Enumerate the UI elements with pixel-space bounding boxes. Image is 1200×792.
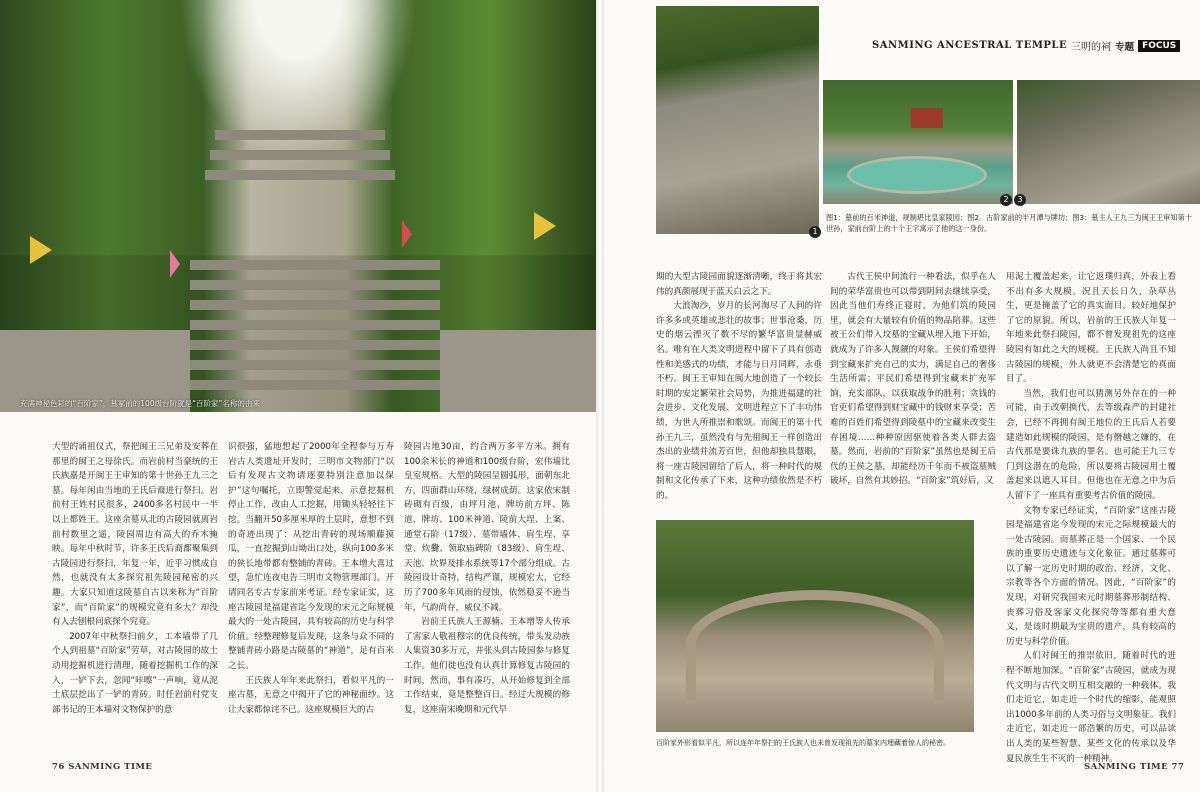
text-column-2: [228, 440, 394, 758]
paragraph: 王氏族人年年来此祭扫，看似平凡的一座古墓，无意之中揭开了它的神秘面纱。这让大家都惊诧不已。这座规模巨大的古: [228, 675, 394, 715]
tomb-photo: [656, 520, 974, 732]
left-page: [0, 0, 596, 792]
red-flag: [402, 220, 412, 248]
tomb-mound: [686, 590, 944, 700]
stair-lower: [190, 360, 440, 370]
right-page: [604, 0, 1200, 792]
stair-upper: [210, 150, 390, 160]
paragraph: 识很强，猛地想起了2000年全程参与万寿岩古人类遗址开发时，三明市文物部门“以后有发现古文物请逐要特别注意加以保护”这句嘱托，立即警觉起来，示意挖掘机停止工作，改由人工挖掘，用锄头轻轻往下挖。当翻开50多厘米厚的土层时，意想不到的奇迹出现了：从挖出青砖的现场顺藤摸瓜，一直挖掘到山坳出口处，纵向100多米的狭长地带都有整铺的青砖。王本增大喜过望，急忙连夜电告三明市文物管理部门。开请同名专古专家前来考证。经专家证实，这座古陵园是福建省迄今发现的宋元之际规模最大的一处古陵园，具有较高的历史与科学价值。经整理修复后发现，这条与众不同的整铺青砖小路是古陵墓的“神道”，足有百米之长。: [228, 442, 394, 671]
paragraph: 当然，我们也可以猜测另外存在的一种可能，由于改朝换代，去等级森严的封建社会，已经不再拥有闽王地位的王氏后人若要建造如此规模的陵园，是有僭越之嫌的，在古代那是要诛九族的罪名。也可能王九三专门到这潜在的危险，所以要将古陵园用土覆盖起来以遮人耳目。但他也在无意之中为后人留下了一座具有重要考古价值的陵园。: [1006, 388, 1176, 501]
paragraph: 大浪淘沙，岁月的长河淘尽了人间的许许多多或英雄或悲壮的故事；世事沧桑，历史的烟云湮灭了数不尽的繁华富贵显赫威名。唯有在人类文明进程中留下了具有创造性和美感式的功绩，才能与日月同辉，永垂不朽。闽王王审知在闽大地创造了一个较长时期的安定繁荣社会局势，为推进福建的社会进步、文化发展、文明进程立下了丰功伟绩，为世人所推崇和歌颂。而闽王的第十代孙王九三，虽然没有与先祖闽王一样创造出杰出的业绩并流芳百世，但他却独具慧眼，将一座古陵园留给了后人，将一种时代的规制和文化传承了下来，这种功绩依然是不朽的。: [656, 301, 822, 501]
paragraph: 文物专家已经证实，“百阶家”这座古陵园是福建省迄今发现的宋元之际规模最大的一处古陵园。而墓葬正是一个国家、一个民族的重要历史遗迹与文化象征。通过墓葬可以了解一定历史时期的政治、经济、文化、宗教等各个方面的情况。因此，“百阶家”的发现，对研究我国宋元时期墓葬形制结构、丧葬习俗及客家文化探究等等都有重大意义，是该时期最为宝贵的遗产，具有较高的历史与科学价值。: [1006, 505, 1176, 647]
page-number-left: 76 SANMING TIME: [52, 762, 153, 772]
pond-photo: [823, 80, 1013, 204]
section-header: [872, 38, 1180, 53]
paragraph: 2007年中秋祭扫前夕，工本墙带了几个人到祖墓“百阶家”劳草，对古陵园的故土动用挖掘机进行清理，随着挖掘机工作的深入，一铲下去，忽闻“咔嚓”一声响，竟从泥土底层挖出了一铲的青砖。时任岩前村党支部书记的王本墙对文物保护的意: [52, 631, 218, 715]
header-title-cn: 三明的祠: [1071, 42, 1112, 53]
archway: [911, 108, 943, 128]
stair-upper: [215, 130, 385, 140]
stair-lower: [190, 280, 440, 290]
text-column-3: [404, 440, 570, 758]
page-number-right: SANMING TIME 77: [1084, 762, 1185, 772]
text-column-5: [830, 270, 996, 502]
stair-lower: [190, 320, 440, 330]
stair-lower: [190, 300, 440, 310]
stair-lower: [190, 260, 440, 270]
paragraph: 用泥土覆盖起来，让它返璞归真，外表上看不出有多大规模。况且天长日久，杂草丛生，更是掩盖了它的真实面目，较好地保护了它的原貌。所以，岩前的王氏族人年复一年地来此祭扫陵园，都不曾发现祖先的这座陵园有如此之大的规模。王氏族人尚且不知古陵园的规模，外人就更不会清楚它的真面目了。: [1006, 272, 1176, 385]
text-column-4: [656, 270, 822, 502]
yellow-flag: [30, 236, 52, 264]
paragraph: 期的大型古陵园面貌逐渐清晰，终于将其宏伟的真颜展现于蓝天白云之下。: [656, 272, 822, 297]
header-topic: 专题: [1115, 41, 1135, 53]
steps-photo: [1017, 80, 1200, 204]
stair-lower: [190, 380, 440, 390]
half-moon-pond: [847, 156, 987, 194]
sacred-way-photo: [656, 6, 819, 234]
paragraph: 人们对闽王的推崇依旧，随着时代的进程不断地加深。“百阶家”古陵园，就成为现代文明与古代文明互相交融的一种载体。我们走近它，如走近一个时代的缩影，能观照出1000多年前的人类习俗与文明象征。我们走近它，如走近一部浩繁的历史，可以品读出人类的某些智慧、某些文化的传承以及华夏民族生生不灭的一种精神。: [1006, 651, 1176, 764]
pink-flag: [170, 250, 180, 278]
spine-gutter: [596, 0, 604, 792]
yellow-flag: [534, 212, 556, 240]
stairs-photo: [0, 0, 596, 412]
header-title-en: SANMING ANCESTRAL TEMPLE: [872, 40, 1068, 51]
photo-caption: 充满神秘色彩的“百阶家”，墓冢前的100级台阶就是“百阶家”名称的由来: [20, 399, 260, 408]
paragraph: 陵园占地30亩，约合两万多平方米。拥有100余米长的神道和100级台阶，宏伟墙比皇室规格。大型的陵园呈圆弧形，面朝东北方，四面群山环绕，绿树成荫。这家依宋制砖砌有百级，由坪月池、牌坊前方坪、陈道、牌坊、100米神道、陵前大埕、上案、通堂石阶（17级）、墓带墙体、肩生埕、享堂、炊爨、领取庙碑阶（83级）、肩生埕、天池、坎界及排水系统等17个部分组成。古陵园设计奇特，结构严谨，规模宏大，它经历了700多年风雨的侵蚀，依然稳妥不逊当年，气韵尚存，威仪不减。: [404, 442, 570, 613]
paragraph: 大型的诵祖仪式，祭把闽王三兄弟及安葬在那里的闽王之母徐氏。而岩前村当豪统的王氏族嘉是开闽王王审知的第十世孙王九三之墓。每年闲由当地的王氏后裔进行祭扫。岩前村王姓村民很多，2400多名村民中一半以上都姓王。这座余墓从北的古陵园就离岩前村数里之遥，陵园周边有高大的乔木掩映。每年中秋时节，许多王氏后裔都聚集到古陵园进行祭扫，年复一年，近乎习惯成自然，也就没有太多探究祖先陵园秘密的兴趣。大家只知道这陵墓自古以来称为“百阶家”，而“百阶家”的规模究竟有多大？却没有人去刨根问底探个究竟。: [52, 442, 218, 628]
photo-number-3: 3: [1014, 194, 1026, 206]
text-column-6: [1006, 270, 1176, 764]
text-column-1: [52, 440, 218, 758]
paragraph: 古代王侯中间流行一种看法，似乎在人间的荣华富贵也可以带到阴间去继续享受，因此当他们寿终正寝时，为他们筑的陵园里，就会有大量较有价值的物品陪葬。这些被王公们带入坟墓的宝藏从埋入地下开始，就成为了许多人觊觎的对象。王侯们希望得到宝藏来扩充自己的实力，满足自己的奢侈生活所需；平民们希望得到宝藏来扩充军饷，充实部队，以获取战争的胜利；贪钱的官吏们希望得到财宝藏中的钱财来享受；苦难的百姓们希望得到陵墓中的宝藏来改变生存困境……种种原因驱使着各类人群去盗墓。然而，岩前的“百阶家”虽然也是闽王后代的王侯之墓，却能经历千年而不被盗墓贼破坏，自然有其妙招。“百阶家”筑好后，又: [830, 272, 996, 487]
stair-upper: [205, 170, 395, 180]
paragraph: 岩前王氏族人王源楠、王本增等人传承了害家人敬祖穆宗的优良传统，带头发动族人集资30多万元，并张头到古陵园参与修复工作。他们徙也没有认真计算修复古陵园的时间，然而，事有凑巧，从开始修复到全部工作结束，竟是整整百日。经过大规模的修复，这座南宋晚期和元代早: [404, 617, 570, 715]
tomb-photo-caption: 百阶家外形看似平凡，所以连年年祭扫的王氏族人也未曾发现祖先的墓家内埋藏着惊人的秘密。: [656, 739, 950, 747]
focus-tag: FOCUS: [1138, 40, 1180, 52]
photo-number-1: 1: [809, 226, 821, 238]
stair-lower: [190, 340, 440, 350]
photo-number-2: 2: [1000, 194, 1012, 206]
figure-caption: 图1：墓前的百米神道，规制堪比皇家陵园；图2．古阶家前的半月潭与牌坊；图3：墓主人王九三为闽王王审知第十世孙，家前台阶上的十个王字寓示了他的这一身份。: [826, 213, 1192, 233]
stone-wall-right: [440, 330, 596, 412]
